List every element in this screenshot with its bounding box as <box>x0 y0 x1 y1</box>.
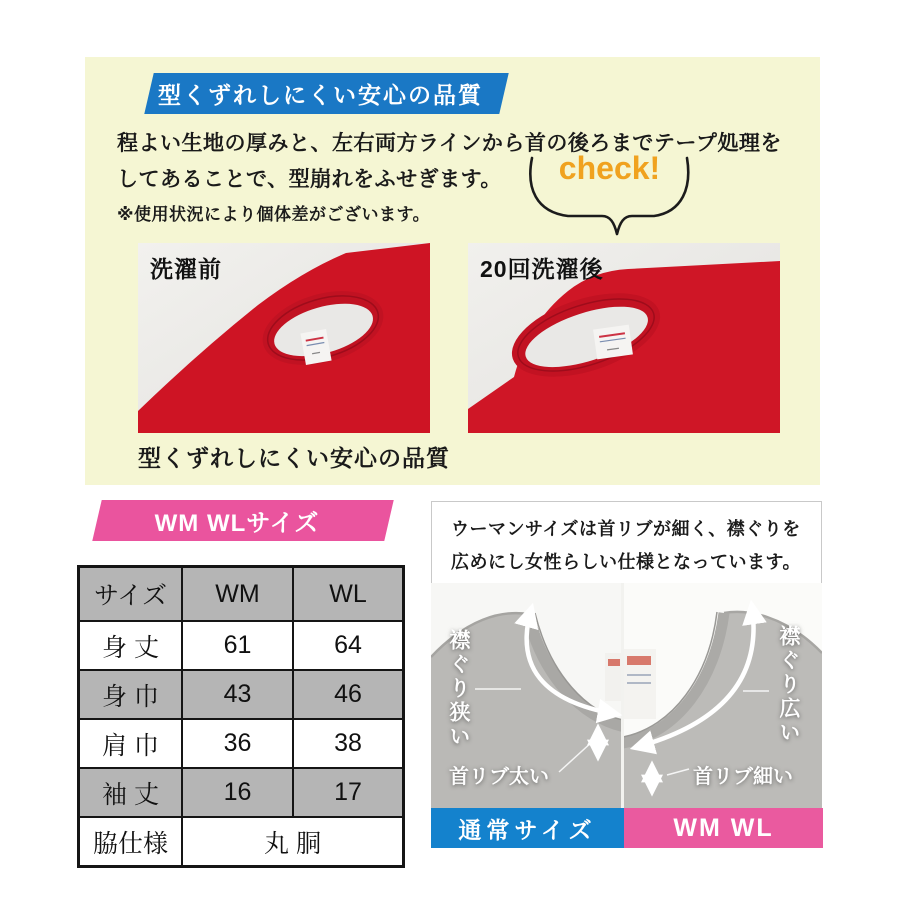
size-table <box>77 565 405 868</box>
row-wm-value: 43 <box>182 670 293 719</box>
header-size: サイズ <box>79 567 183 622</box>
row-wl-value: 38 <box>293 719 404 768</box>
wm-wl-banner: WM WL <box>624 808 823 848</box>
quality-body-line2: してあることで、型崩れをふせぎます。 <box>117 168 502 191</box>
row-label: 袖 丈 <box>79 768 183 817</box>
quality-banner <box>143 73 498 114</box>
row-label: 肩 巾 <box>79 719 183 768</box>
womens-size-card <box>431 501 822 848</box>
neckline-wide-label: 襟ぐり広い <box>777 625 800 745</box>
neckline-narrow-label: 襟ぐり狭い <box>447 629 470 749</box>
after-wash-label: 20回洗濯後 <box>480 256 604 282</box>
rib-thin-label: 首リブ細い <box>693 766 793 788</box>
footer-value: 丸 胴 <box>182 817 404 867</box>
before-wash-label: 洗濯前 <box>150 256 222 282</box>
womens-desc-line2: 広めにし女性らしい仕様となっています。 <box>451 552 802 572</box>
quality-caption: 型くずれしにくい安心の品質 <box>138 445 450 471</box>
quality-note: ※使用状況により個体差がございます。 <box>117 205 431 224</box>
table-row <box>79 719 404 768</box>
check-bubble <box>522 150 697 242</box>
row-wl-value: 64 <box>293 621 404 670</box>
photo-before-wash <box>138 243 430 433</box>
womens-desc-line1: ウーマンサイズは首リブが細く、襟ぐりを <box>451 519 801 539</box>
table-footer-row <box>79 817 404 867</box>
collar-compare-photos <box>431 583 822 809</box>
row-wm-value: 36 <box>182 719 293 768</box>
row-wm-value: 61 <box>182 621 293 670</box>
size-banner <box>91 500 383 541</box>
row-label: 身 丈 <box>79 621 183 670</box>
normal-size-banner: 通常サイズ <box>431 808 624 848</box>
quality-banner-title: 型くずれしにくい安心の品質 <box>158 82 483 108</box>
rib-thick-label: 首リブ太い <box>449 766 549 788</box>
row-wl-value: 17 <box>293 768 404 817</box>
header-wm: WM <box>182 567 293 622</box>
size-table-header-row <box>79 567 404 622</box>
row-label: 身 巾 <box>79 670 183 719</box>
check-label: check! <box>558 150 661 186</box>
table-row <box>79 768 404 817</box>
row-wl-value: 46 <box>293 670 404 719</box>
photo-after-wash <box>468 243 780 433</box>
quality-section <box>85 57 820 485</box>
header-wl: WL <box>293 567 404 622</box>
row-wm-value: 16 <box>182 768 293 817</box>
table-row <box>79 670 404 719</box>
size-banner-title: WM WLサイズ <box>154 510 320 537</box>
quality-body-line1: 程よい生地の厚みと、左右両方ラインから首の後ろまでテープ処理を <box>117 132 782 155</box>
table-row <box>79 621 404 670</box>
footer-label: 脇仕様 <box>79 817 183 867</box>
